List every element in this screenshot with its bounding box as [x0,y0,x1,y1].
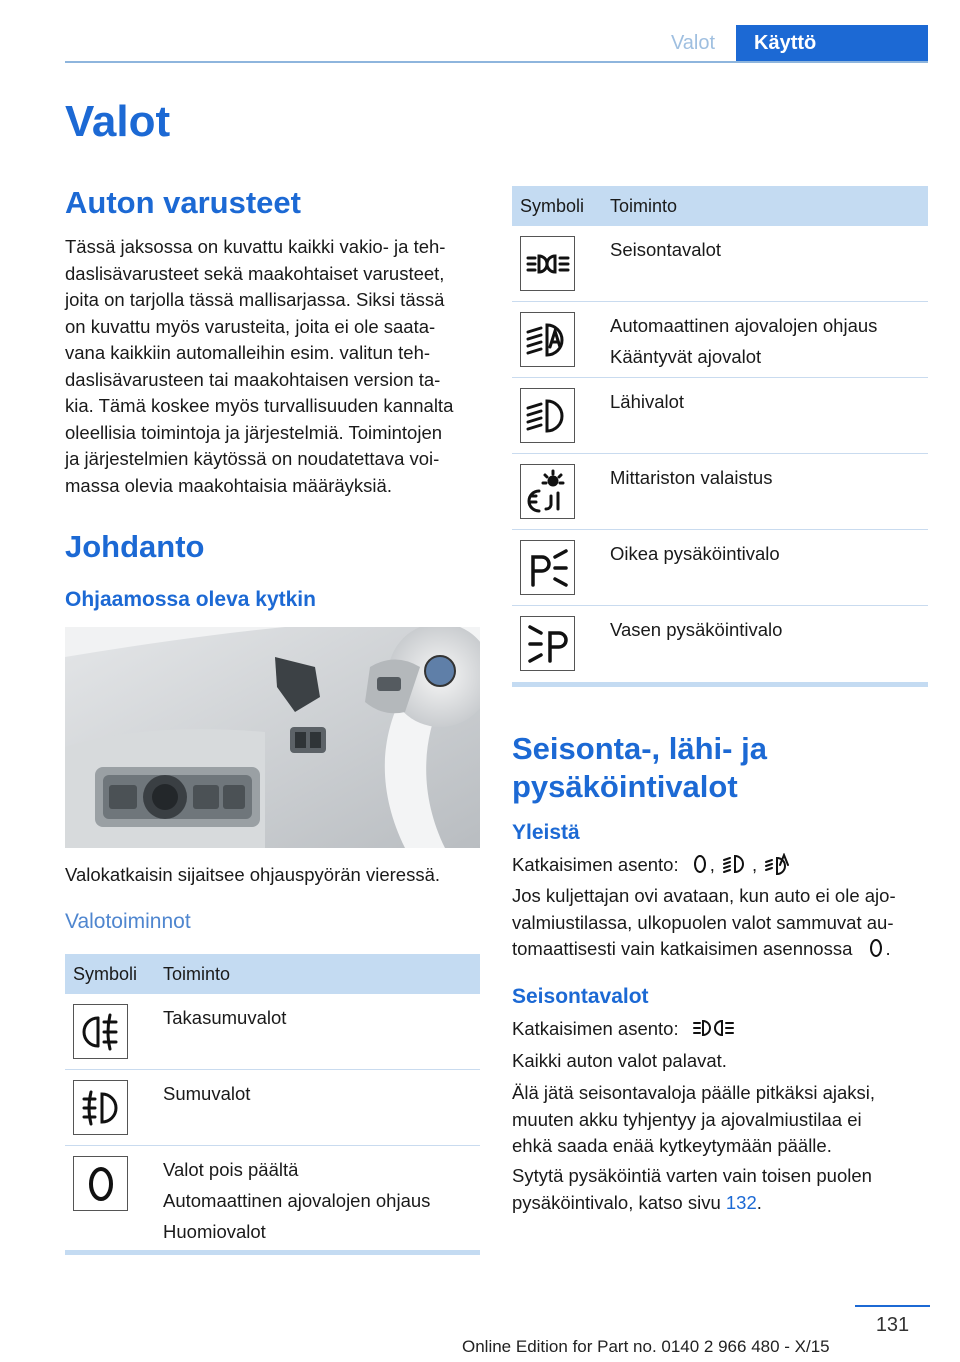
parking-paragraph-1: Kaikki auton valot palavat. [512,1050,727,1071]
page-reference-link[interactable]: 132 [725,1191,757,1213]
heading-light-functions: Valotoiminnot [65,910,191,933]
row-text: Automaattinen ajovalojen ohjaus Kääntyvät ajovalot [610,315,878,367]
equipment-line: daslisävarusteen tai maakohtaisen version ta‐ [65,368,441,390]
footer-rule [855,1305,930,1307]
row-text: Mittariston valaistus [610,467,773,488]
table-header [512,186,928,226]
header-function: Toiminto [163,963,231,984]
parking-lights-icon [520,236,575,291]
cockpit-light-switch-photo [65,627,480,848]
row-text: Vasen pysäköintivalo [610,619,783,640]
left-parking-light-icon [520,616,575,671]
heading-intro: Johdanto [65,529,205,564]
table-row [65,994,480,1070]
header-symbol: Symboli [73,963,138,984]
equipment-paragraph [65,234,453,499]
header-chapter-tab: Käyttö [736,25,928,61]
heading-general: Yleistä [512,821,580,844]
table-row [512,530,928,606]
right-parking-light-icon [520,540,575,595]
photo-caption: Valokatkaisin sijaitsee ohjauspyörän vieressä. [65,864,440,885]
light-symbols-table [512,186,928,687]
page-number: 131 [875,1314,910,1336]
table-row [512,606,928,682]
zero-position-icon [73,1156,128,1211]
table-end-rule [512,682,928,687]
auto-headlight-icon [520,312,575,367]
table-row [512,226,928,302]
parking-switch-position: Katkaisimen asento: [512,1016,740,1046]
equipment-line: Tässä jaksossa on kuvattu kaikki vakio- ja teh‐ [65,236,446,257]
row-text: Oikea pysäköintivalo [610,543,780,564]
heading-equipment: Auton varusteet [65,185,301,220]
rear-fog-light-icon [73,1004,128,1059]
header-symbol: Symboli [520,195,585,216]
parking-paragraph-3: Sytytä pysäköintiä varten vain toisen puolen pysäköintivalo, katso sivu 132. [512,1165,872,1213]
footer-edition: Online Edition for Part no. 0140 2 966 480 - X/15 [462,1337,830,1356]
row-text: Seisontavalot [610,239,722,260]
equipment-line: kia. Tämä koskee myös turvallisuuden kannalta [65,395,454,416]
table-row [65,1070,480,1146]
zero-position-icon [692,853,708,882]
row-text: Sumuvalot [163,1083,251,1104]
parking-lights-icon [722,853,750,882]
row-text: Takasumuvalot [163,1007,287,1028]
page-title: Valot [65,97,171,146]
equipment-line: joita on tarjolla tässä mallisarjassa. Siksi tässä [65,289,445,310]
parking-paragraph-2: Älä jätä seisontavaloja päälle pitkäksi ajaksi, muuten akku tyhjentyy ja ajovalmiustilaa ei ehkä saada enää kytkeytymään päälle. [512,1082,876,1156]
equipment-line: massa olevia maakohtaisia määräyksiä. [65,474,392,496]
header-rule [65,61,928,63]
equipment-line: ja järjestelmien käytössä on noudatettava voi‐ [65,448,440,469]
zero-position-icon [868,937,884,967]
instrument-lighting-icon [520,464,575,519]
low-beam-icon [520,388,575,443]
table-row [512,378,928,454]
equipment-line: vana kaikkiin automalleihin esim. valitun teh‐ [65,342,431,363]
heading-parking-lights: Seisontavalot [512,985,649,1008]
heading-parking-low-beam: Seisonta-, lähi- ja pysäköintivalot [512,731,767,804]
header-function: Toiminto [610,195,678,216]
front-fog-light-icon [73,1080,128,1135]
table-row [512,454,928,530]
equipment-line: oleellisia toimintoja ja järjestelmiä. Toimintojen [65,421,443,443]
table-row [65,1146,480,1250]
auto-headlight-icon [764,853,792,882]
light-functions-table [65,954,480,1255]
equipment-line: daslisävarusteet sekä maakohtaiset varusteet, [65,262,445,284]
general-switch-positions: Katkaisimen asento: , , [512,852,794,882]
table-end-rule [65,1250,480,1255]
equipment-line: on kuvattu myös varusteita, joita ei ole saata‐ [65,315,436,337]
table-row [512,302,928,378]
table-header [65,954,480,994]
header-section-label: Valot [670,32,716,54]
row-text: Lähivalot [610,391,685,412]
general-paragraph: Jos kuljettajan ovi avataan, kun auto ei ole ajo‐ valmiustilassa, ulkopuolen valot sammuvat au‐ tomaattisesti vain katkaisimen asennossa . [512,883,896,967]
heading-cockpit-switch: Ohjaamossa oleva kytkin [65,588,316,611]
row-text: Valot pois päältä Automaattinen ajovalojen ohjaus Huomiovalot [163,1159,431,1242]
parking-lights-icon [692,1017,738,1046]
